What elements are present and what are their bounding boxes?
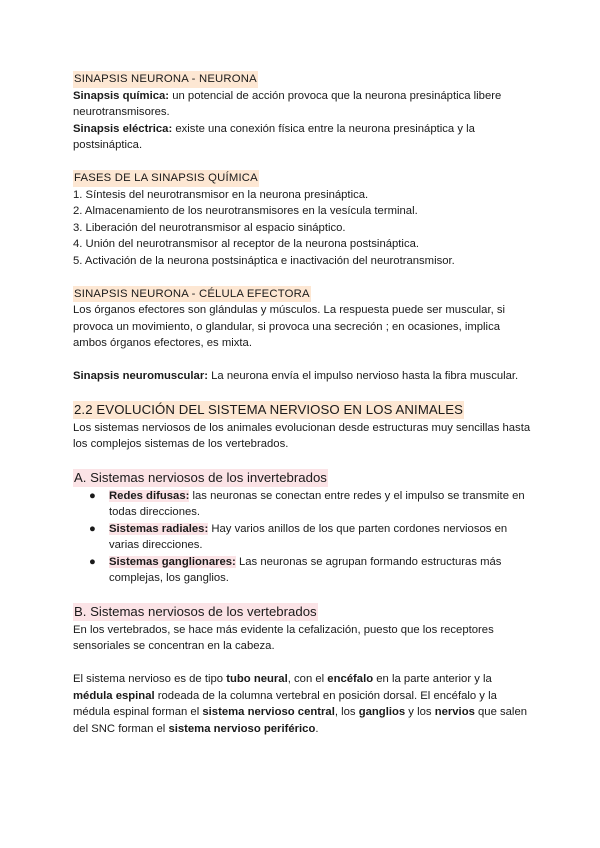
paragraph-sinapsis-neuromuscular: Sinapsis neuromuscular: La neurona envía el impulso nervioso hasta la fibra muscular. (73, 370, 519, 382)
list-item: 2. Almacenamiento de los neurotransmisores en la vesícula terminal. (73, 205, 418, 217)
section-heading-celula-efectora: SINAPSIS NEURONA - CÉLULA EFECTORA (73, 286, 311, 303)
paragraph-sinapsis-electrica: Sinapsis eléctrica: existe una conexión física entre la neurona presináptica y la postsináptica. (73, 122, 475, 151)
list-item: 4. Unión del neurotransmisor al receptor de la neurona postsináptica. (73, 238, 420, 250)
invertebrate-list (73, 488, 533, 587)
list-item: ● Sistemas radiales: Hay varios anillos de los que parten cordones nerviosos en varias direcciones. (89, 522, 508, 551)
term-sinapsis-neuromuscular: Sinapsis neuromuscular: (73, 370, 208, 382)
list-item: ● Sistemas ganglionares: Las neuronas se agrupan formando estructuras más complejas, los ganglios. (89, 555, 502, 584)
paragraph-sistema-nervioso: El sistema nervioso es de tipo tubo neural, con el encéfalo en la parte anterior y la médula espinal rodeada de la columna vertebral en posición dorsal. El encéfalo y la médula espinal forman el sistema nervioso central, los ganglios y los nervios que salen del SNC forman el sistema nervioso periférico. (73, 673, 528, 735)
term-sistemas-ganglionares: Sistemas ganglionares: (109, 555, 236, 568)
section-heading-evolucion: 2.2 EVOLUCIÓN DEL SISTEMA NERVIOSO EN LOS ANIMALES (74, 402, 464, 417)
list-item: 3. Liberación del neurotransmisor al espacio sináptico. (73, 221, 346, 234)
list-item: 5. Activación de la neurona postsináptica e inactivación del neurotransmisor. (73, 254, 455, 267)
term-redes-difusas: Redes difusas: (109, 489, 190, 502)
paragraph-cefalizacion: En los vertebrados, se hace más evidente la cefalización, puesto que los receptores sensoriales se concentran en la cabeza. (73, 623, 494, 652)
document-content (73, 71, 533, 737)
bullet-icon: ● (89, 555, 96, 568)
list-item: 1. Síntesis del neurotransmisor en la neurona presináptica. (73, 188, 369, 201)
term-sinapsis-quimica: Sinapsis química: (73, 89, 170, 102)
section-heading-vertebrados: B. Sistemas nerviosos de los vertebrados (74, 604, 317, 619)
section-heading-neurona-neurona: SINAPSIS NEURONA - NEURONA (73, 71, 258, 88)
bullet-icon: ● (89, 489, 96, 502)
paragraph-organos-efectores: Los órganos efectores son glándulas y músculos. La respuesta puede ser muscular, si provoca un movimiento, o glandular, si provoca una secreción ; en ocasiones, implica ambos órganos efectores, es mixta. (73, 304, 506, 349)
bullet-icon: ● (89, 522, 96, 535)
term-sistemas-radiales: Sistemas radiales: (109, 522, 209, 535)
paragraph-sinapsis-quimica: Sinapsis química: un potencial de acción provoca que la neurona presináptica libere neurotransmisores. (73, 89, 502, 118)
section-heading-fases: FASES DE LA SINAPSIS QUÍMICA (73, 170, 259, 187)
section-heading-invertebrados: A. Sistemas nerviosos de los invertebrados (74, 470, 327, 485)
list-item: ● Redes difusas: las neuronas se conectan entre redes y el impulso se transmite en todas direcciones. (89, 489, 525, 518)
paragraph-evolucion: Los sistemas nerviosos de los animales evolucionan desde estructuras muy sencillas hasta los complejos sistemas de los vertebrados. (73, 421, 531, 450)
term-sinapsis-electrica: Sinapsis eléctrica: (73, 122, 173, 135)
